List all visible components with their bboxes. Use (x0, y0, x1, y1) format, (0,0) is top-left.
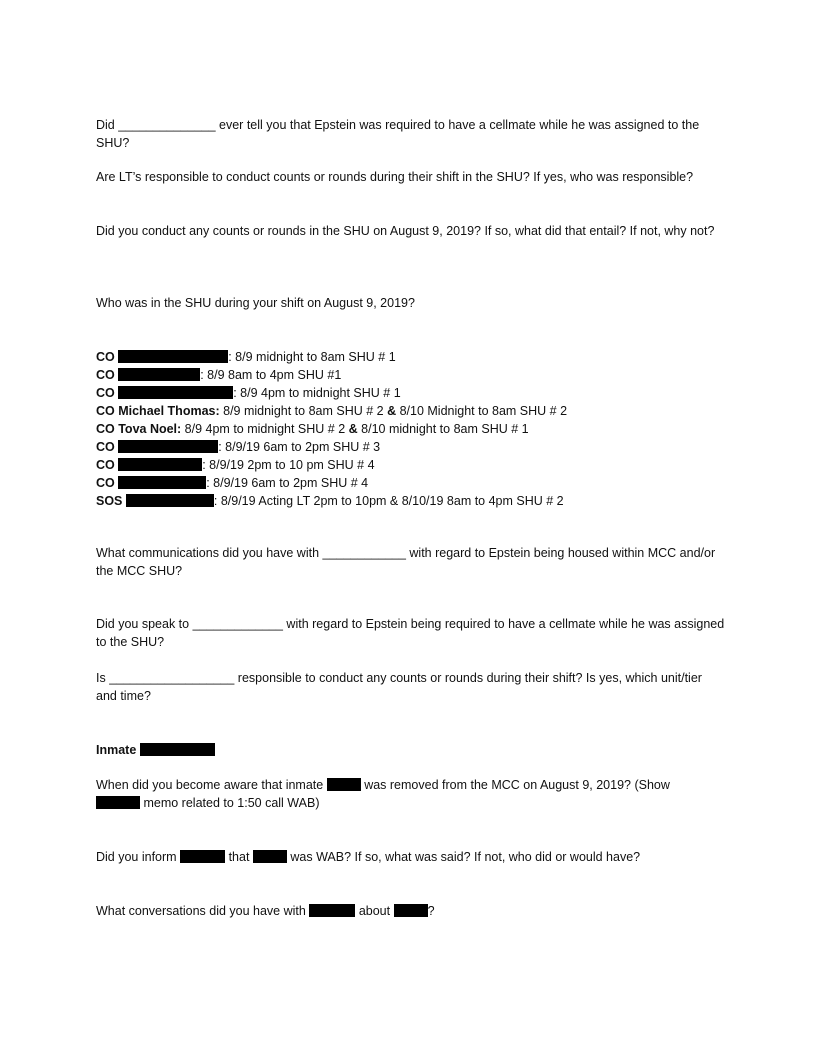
roster-prefix: CO Tova Noel: (96, 422, 182, 436)
roster-text-2: 8/10 midnight to 8am SHU # 1 (357, 422, 529, 436)
redaction (118, 386, 233, 399)
roster-prefix: CO (96, 368, 115, 382)
redaction (180, 850, 225, 863)
redaction (118, 350, 228, 363)
redaction (118, 476, 206, 489)
inmate-label: Inmate (96, 743, 137, 757)
question-communications: What communications did you have with ____________ with regard to Epstein being housed within MCC and/or the MCC SHU? (96, 546, 716, 578)
question-lt-counts: Are LT’s responsible to conduct counts or rounds during their shift in the SHU? If yes, who was responsible? (96, 170, 694, 184)
text: about (358, 904, 391, 918)
text: When did you become aware that inmate (96, 778, 324, 792)
question-responsible: Is __________________ responsible to conduct any counts or rounds during their shift? Is yes, which unit/tier and time? (96, 671, 702, 703)
roster-prefix: CO (96, 350, 115, 364)
roster-row (96, 348, 726, 366)
roster-row (96, 402, 726, 420)
text: memo related to 1:50 call WAB) (143, 796, 320, 810)
question-who-in-shu: Who was in the SHU during your shift on August 9, 2019? (96, 296, 415, 310)
text: was removed from the MCC on August 9, 2019? (Show (364, 778, 670, 792)
question-speak-to: Did you speak to _____________ with regard to Epstein being required to have a cellmate while he was assigned to the SHU? (96, 617, 725, 649)
redaction (118, 440, 218, 453)
redaction (126, 494, 214, 507)
roster-prefix: CO (96, 476, 115, 490)
question-conduct-rounds: Did you conduct any counts or rounds in the SHU on August 9, 2019? If so, what did that entail? If not, why not? (96, 224, 715, 238)
roster-prefix: CO (96, 386, 115, 400)
roster-row (96, 438, 726, 456)
roster-row (96, 456, 726, 474)
redaction (309, 904, 355, 917)
roster-text: 8/9 4pm to midnight SHU # 2 (181, 422, 349, 436)
inmate-heading (96, 741, 726, 759)
roster-row (96, 420, 726, 438)
roster-text-2: 8/10 Midnight to 8am SHU # 2 (396, 404, 568, 418)
redaction (394, 904, 428, 917)
roster-text: : 8/9 4pm to midnight SHU # 1 (233, 386, 401, 400)
roster-text: : 8/9/19 2pm to 10 pm SHU # 4 (202, 458, 375, 472)
question-cellmate: Did ______________ ever tell you that Epstein was required to have a cellmate while he was assigned to the SHU? (96, 118, 700, 150)
roster-text: : 8/9/19 6am to 2pm SHU # 3 (218, 440, 381, 454)
redaction (96, 796, 140, 809)
redaction (118, 368, 200, 381)
roster-prefix: CO (96, 458, 115, 472)
roster-row (96, 384, 726, 402)
roster-text: 8/9 midnight to 8am SHU # 2 (219, 404, 388, 418)
roster-text: : 8/9 8am to 4pm SHU #1 (200, 368, 342, 382)
roster-amp: & (387, 404, 397, 418)
roster-row (96, 366, 726, 384)
roster-prefix: SOS (96, 494, 123, 508)
text: that (228, 850, 250, 864)
question-inform (96, 848, 726, 866)
redaction (327, 778, 361, 791)
roster-row (96, 474, 726, 492)
roster-prefix: CO Michael Thomas: (96, 404, 220, 418)
text: Did you inform (96, 850, 177, 864)
question-aware-removed (96, 776, 726, 812)
roster-row (96, 492, 726, 510)
roster-text: : 8/9/19 Acting LT 2pm to 10pm & 8/10/19 8am to 4pm SHU # 2 (213, 494, 564, 508)
redaction (140, 743, 215, 756)
question-conversations (96, 902, 726, 920)
roster-prefix: CO (96, 440, 115, 454)
roster-text: : 8/9 midnight to 8am SHU # 1 (228, 350, 396, 364)
text: was WAB? If so, what was said? If not, who did or would have? (290, 850, 641, 864)
text: ? (427, 904, 435, 918)
redaction (253, 850, 287, 863)
text: What conversations did you have with (96, 904, 306, 918)
roster-amp: & (348, 422, 358, 436)
staff-roster (96, 348, 726, 510)
redaction (118, 458, 202, 471)
roster-text: : 8/9/19 6am to 2pm SHU # 4 (206, 476, 369, 490)
